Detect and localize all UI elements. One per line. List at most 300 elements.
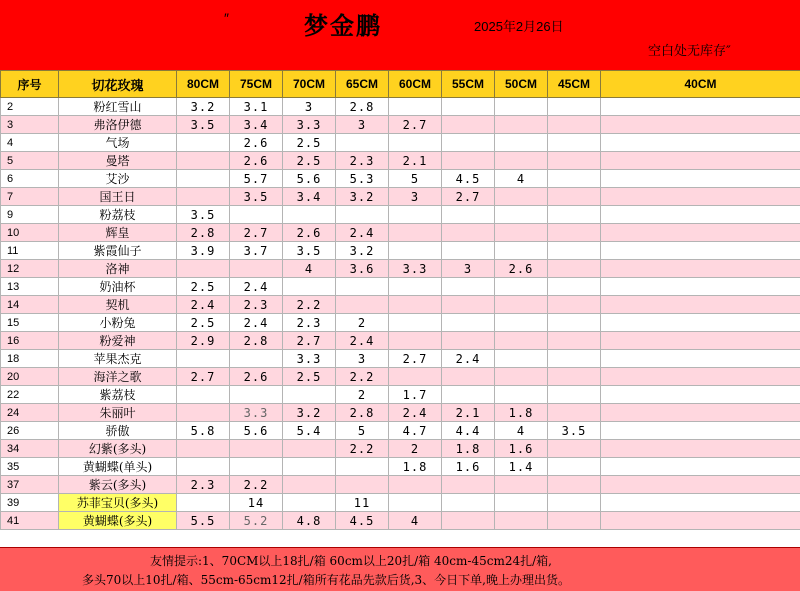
table-row [1,314,800,332]
price-cell [442,206,495,224]
price-cell: 1.6 [442,458,495,476]
price-cell [283,476,336,494]
price-cell [548,368,601,386]
price-cell [389,476,442,494]
price-cell: 2.6 [230,152,283,170]
variety-name: 幻紫(多头) [59,440,177,458]
price-cell: 2.7 [230,224,283,242]
price-cell: 2.6 [283,224,336,242]
price-cell: 3.6 [336,260,389,278]
variety-name: 艾沙 [59,170,177,188]
row-id: 14 [1,296,59,314]
price-cell [548,332,601,350]
price-cell: 2.1 [389,152,442,170]
price-cell [177,260,230,278]
price-cell [601,98,800,116]
table-row [1,98,800,116]
price-cell [230,440,283,458]
price-cell [389,242,442,260]
price-cell [601,440,800,458]
col-header-size: 80CM [177,71,230,98]
table-row [1,206,800,224]
row-id: 7 [1,188,59,206]
price-cell [601,350,800,368]
row-id: 3 [1,116,59,134]
col-header-size: 60CM [389,71,442,98]
price-cell: 5.6 [283,170,336,188]
row-id: 26 [1,422,59,440]
price-cell [495,152,548,170]
price-cell [495,296,548,314]
price-cell [442,242,495,260]
price-cell: 3.7 [230,242,283,260]
price-cell [495,350,548,368]
table-row [1,134,800,152]
price-cell [442,512,495,530]
price-cell: 2.7 [442,188,495,206]
price-cell [336,278,389,296]
price-cell [601,476,800,494]
price-cell: 3 [389,188,442,206]
price-cell: 2.4 [442,350,495,368]
price-cell: 2.7 [283,332,336,350]
price-cell [283,386,336,404]
variety-name: 骄傲 [59,422,177,440]
price-cell: 4 [495,422,548,440]
price-cell: 3.3 [389,260,442,278]
price-cell [389,314,442,332]
price-cell [495,188,548,206]
price-cell [601,368,800,386]
price-cell [336,206,389,224]
price-cell [283,458,336,476]
price-cell: 4 [389,512,442,530]
price-cell [548,260,601,278]
price-cell [177,458,230,476]
price-cell [177,134,230,152]
date-label: 2025年2月26日 [474,16,564,35]
row-id: 10 [1,224,59,242]
price-cell [177,350,230,368]
price-cell [442,386,495,404]
price-cell: 3 [336,116,389,134]
price-cell: 4 [495,170,548,188]
row-id: 22 [1,386,59,404]
row-id: 20 [1,368,59,386]
price-cell [601,188,800,206]
table-row [1,170,800,188]
price-cell: 3.3 [283,116,336,134]
price-cell [389,332,442,350]
price-cell: 2.1 [442,404,495,422]
price-cell: 2.5 [283,152,336,170]
stock-note: 空白处无库存″ [648,40,731,59]
price-cell [548,314,601,332]
price-cell: 4.8 [283,512,336,530]
price-cell: 11 [336,494,389,512]
price-cell [442,224,495,242]
price-cell: 5.7 [230,170,283,188]
variety-name: 洛神 [59,260,177,278]
col-header-size: 55CM [442,71,495,98]
price-cell [548,206,601,224]
price-cell [336,458,389,476]
price-cell [442,476,495,494]
price-cell [230,260,283,278]
price-cell [548,476,601,494]
price-cell [548,278,601,296]
price-cell [601,116,800,134]
price-cell: 2.2 [283,296,336,314]
price-cell: 2.4 [389,404,442,422]
price-cell: 1.8 [442,440,495,458]
price-cell: 4.4 [442,422,495,440]
row-id: 9 [1,206,59,224]
row-id: 35 [1,458,59,476]
price-cell: 5.3 [336,170,389,188]
variety-name: 紫荔枝 [59,386,177,404]
price-cell [601,458,800,476]
price-cell: 2.5 [283,368,336,386]
price-cell: 2.8 [336,98,389,116]
price-cell [336,134,389,152]
price-cell: 2.4 [177,296,230,314]
price-cell [389,296,442,314]
price-cell [548,350,601,368]
price-cell: 2.7 [389,350,442,368]
row-id: 39 [1,494,59,512]
price-cell [601,206,800,224]
price-cell [442,152,495,170]
price-cell [177,188,230,206]
price-cell: 3.2 [336,188,389,206]
row-id: 11 [1,242,59,260]
price-cell [601,224,800,242]
price-cell [283,206,336,224]
price-cell [601,512,800,530]
price-cell: 2.4 [336,332,389,350]
price-table [0,70,800,530]
price-cell [601,260,800,278]
price-cell [230,386,283,404]
price-cell [495,494,548,512]
price-cell: 3.2 [177,98,230,116]
price-cell [389,134,442,152]
variety-name: 国王日 [59,188,177,206]
table-row [1,476,800,494]
price-cell: 2.7 [177,368,230,386]
price-cell [601,332,800,350]
price-cell: 4.7 [389,422,442,440]
price-cell [283,278,336,296]
page-title: 梦金鹏 [304,6,382,41]
variety-name: 紫霞仙子 [59,242,177,260]
table-row [1,278,800,296]
price-cell [548,224,601,242]
price-cell [495,314,548,332]
price-cell: 1.7 [389,386,442,404]
price-cell [548,242,601,260]
variety-name: 曼塔 [59,152,177,170]
price-cell [283,440,336,458]
price-cell: 3.5 [283,242,336,260]
price-cell: 2.4 [230,314,283,332]
price-cell [230,350,283,368]
table-body [1,98,800,530]
variety-name: 气场 [59,134,177,152]
variety-name: 粉爱神 [59,332,177,350]
price-cell [495,242,548,260]
price-cell [495,368,548,386]
variety-name: 粉红雪山 [59,98,177,116]
price-cell: 3.5 [548,422,601,440]
table-row [1,494,800,512]
price-cell [548,440,601,458]
variety-name: 黄蝴蝶(单头) [59,458,177,476]
row-id: 24 [1,404,59,422]
price-cell [548,188,601,206]
price-cell: 2.4 [230,278,283,296]
price-cell: 5.5 [177,512,230,530]
col-header-size: 70CM [283,71,336,98]
price-cell: 2.5 [177,278,230,296]
table-row [1,332,800,350]
price-cell [548,458,601,476]
price-cell [495,134,548,152]
price-cell [177,152,230,170]
col-header-size: 40CM [601,71,800,98]
price-cell: 4.5 [442,170,495,188]
price-cell: 5 [336,422,389,440]
price-cell [601,404,800,422]
price-cell: 5.4 [283,422,336,440]
variety-name: 奶油杯 [59,278,177,296]
table-row [1,188,800,206]
variety-name: 海洋之歌 [59,368,177,386]
table-row [1,458,800,476]
row-id: 34 [1,440,59,458]
price-cell: 3.3 [230,404,283,422]
price-cell: 2.2 [336,368,389,386]
table-row [1,440,800,458]
price-cell [495,206,548,224]
price-cell: 4 [283,260,336,278]
price-cell: 2 [389,440,442,458]
price-cell [177,404,230,422]
price-cell [548,116,601,134]
price-cell [495,278,548,296]
price-cell: 4.5 [336,512,389,530]
row-id: 15 [1,314,59,332]
table-row [1,368,800,386]
price-cell [601,494,800,512]
row-id: 16 [1,332,59,350]
price-cell: 2 [336,314,389,332]
price-cell: 2 [336,386,389,404]
price-cell [495,224,548,242]
table-row [1,386,800,404]
row-id: 2 [1,98,59,116]
price-cell: 2.6 [495,260,548,278]
price-cell: 14 [230,494,283,512]
col-header-name: 切花玫瑰 [59,71,177,98]
price-cell [601,422,800,440]
price-cell [442,98,495,116]
price-cell [548,98,601,116]
price-cell: 3.2 [336,242,389,260]
price-cell [442,116,495,134]
price-cell: 5.8 [177,422,230,440]
price-cell: 2.3 [336,152,389,170]
col-header-id: 序号 [1,71,59,98]
price-cell [283,494,336,512]
price-cell [495,476,548,494]
row-id: 13 [1,278,59,296]
col-header-size: 75CM [230,71,283,98]
price-cell: 3.4 [230,116,283,134]
price-cell: 2.6 [230,368,283,386]
price-cell: 2.9 [177,332,230,350]
price-cell [548,494,601,512]
price-cell [389,494,442,512]
price-cell [548,386,601,404]
table-row [1,152,800,170]
price-cell [601,314,800,332]
price-cell [548,152,601,170]
price-cell [548,134,601,152]
price-cell: 2.8 [230,332,283,350]
price-cell: 2.5 [177,314,230,332]
price-cell [548,296,601,314]
header-row [1,71,800,98]
price-cell: 2.6 [230,134,283,152]
price-cell [389,206,442,224]
price-cell: 3.4 [283,188,336,206]
price-cell [601,134,800,152]
price-cell: 3 [442,260,495,278]
price-cell [389,224,442,242]
price-cell: 1.4 [495,458,548,476]
price-cell [601,386,800,404]
price-cell [336,296,389,314]
price-cell: 2.7 [389,116,442,134]
price-cell: 1.8 [389,458,442,476]
footer-notice [0,547,800,591]
price-cell: 3.2 [283,404,336,422]
price-cell [495,332,548,350]
price-cell: 2.2 [336,440,389,458]
price-cell [601,242,800,260]
row-id: 37 [1,476,59,494]
price-cell [442,296,495,314]
price-cell [548,404,601,422]
table-row [1,296,800,314]
price-cell: 2.3 [230,296,283,314]
price-cell [495,98,548,116]
price-cell: 3.5 [177,116,230,134]
price-cell: 2.8 [336,404,389,422]
price-cell: 3 [336,350,389,368]
table-row [1,242,800,260]
variety-name: 粉荔枝 [59,206,177,224]
price-cell: 3.1 [230,98,283,116]
price-cell [442,494,495,512]
table-row [1,116,800,134]
price-cell [548,512,601,530]
notice-line-1: 友情提示:1、70CM以上18扎/箱 60cm以上20扎/箱 40cm-45cm24扎/箱, [150,552,552,569]
price-cell [548,170,601,188]
price-cell [495,116,548,134]
price-cell: 3 [283,98,336,116]
variety-name: 弗洛伊德 [59,116,177,134]
price-cell: 2.2 [230,476,283,494]
header-banner [0,0,800,71]
col-header-size: 45CM [548,71,601,98]
price-cell [389,278,442,296]
price-cell: 1.8 [495,404,548,422]
price-cell: 5.6 [230,422,283,440]
row-id: 4 [1,134,59,152]
price-cell [442,278,495,296]
price-cell [442,332,495,350]
variety-name: 朱丽叶 [59,404,177,422]
price-cell: 3.5 [230,188,283,206]
price-cell [495,386,548,404]
col-header-size: 50CM [495,71,548,98]
table-row [1,350,800,368]
price-cell [495,512,548,530]
price-cell: 3.9 [177,242,230,260]
price-cell: 3.5 [177,206,230,224]
price-cell [601,278,800,296]
price-cell [230,458,283,476]
table-row [1,260,800,278]
row-id: 6 [1,170,59,188]
price-cell [601,152,800,170]
price-cell [177,170,230,188]
table-row [1,224,800,242]
price-cell: 5 [389,170,442,188]
price-cell: 2.3 [283,314,336,332]
variety-name: 黄蝴蝶(多头) [59,512,177,530]
price-cell [177,440,230,458]
price-cell [177,494,230,512]
price-cell [601,170,800,188]
variety-name: 小粉兔 [59,314,177,332]
price-cell [442,134,495,152]
table-row [1,404,800,422]
col-header-size: 65CM [336,71,389,98]
price-cell: 3.3 [283,350,336,368]
price-cell [336,476,389,494]
row-id: 5 [1,152,59,170]
price-cell [442,368,495,386]
price-cell [389,98,442,116]
price-cell [442,314,495,332]
header-mark: ″ [224,10,229,26]
price-cell [601,296,800,314]
variety-name: 苹果杰克 [59,350,177,368]
variety-name: 辉皇 [59,224,177,242]
price-cell: 2.5 [283,134,336,152]
table-row [1,512,800,530]
price-cell: 2.4 [336,224,389,242]
row-id: 41 [1,512,59,530]
price-cell: 2.8 [177,224,230,242]
price-cell [177,386,230,404]
row-id: 18 [1,350,59,368]
notice-line-2: 多头70以上10扎/箱、55cm-65cm12扎/箱所有花品先款后货,3、今日下单,晚上办理出货。 [82,571,570,588]
